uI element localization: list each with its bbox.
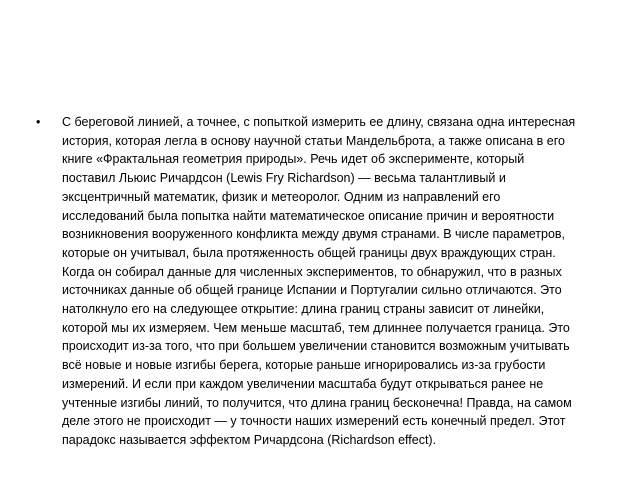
paragraph-line: эксцентричный математик, физик и метеоролог. Одним из направлений его — [62, 189, 501, 204]
paragraph-line: история, которая легла в основу научной статьи Мандельброта, а также описана в его — [62, 133, 565, 148]
bullet-marker: • — [36, 115, 41, 129]
paragraph-line: парадокс называется эффектом Ричардсона (Richardson effect). — [62, 432, 437, 447]
paragraph-line: натолкнуло его на следующее открытие: длина границ страны зависит от линейки, — [62, 302, 545, 317]
paragraph-line: всё новые и новые изгибы берега, которые раньше игнорировались из-за грубости — [62, 358, 546, 373]
paragraph-line: книге «Фрактальная геометрия природы». Речь идет об эксперименте, который — [62, 152, 525, 167]
paragraph-line: источниках данные об общей границе Испании и Португалии сильно отличаются. Это — [62, 283, 562, 298]
paragraph-line: деле этого не происходит — у точности наших измерений есть конечный предел. Этот — [62, 414, 566, 429]
bullet-item — [36, 113, 596, 450]
paragraph-line: поставил Льюис Ричардсон (Lewis Fry Richardson) — весьма талантливый и — [62, 171, 506, 186]
paragraph-line: С береговой линией, а точнее, с попыткой измерить ее длину, связана одна интересная — [62, 115, 576, 129]
bullet-paragraph — [62, 113, 596, 450]
paragraph-line: которой мы их измеряем. Чем меньше масштаб, тем длиннее получается граница. Это — [62, 320, 570, 335]
paragraph-line: учтенные изгибы линий, то получится, что длина границ бесконечна! Правда, на самом — [62, 395, 572, 410]
paragraph-line: возникновения вооруженного конфликта между двумя странами. В числе параметров, — [62, 227, 566, 242]
paragraph-line: которые он учитывал, была протяженность общей границы двух враждующих стран. — [62, 245, 556, 260]
paragraph-line: Когда он собирал данные для численных экспериментов, то обнаружил, что в разных — [62, 264, 562, 279]
paragraph-line: измерений. И если при каждом увеличении масштаба будут открываться ранее не — [62, 376, 544, 391]
paragraph-line: исследований была попытка найти математическое описание причин и вероятности — [62, 208, 555, 223]
paragraph-line: происходит из-за того, что при большем увеличении становится возможным учитывать — [62, 339, 570, 354]
